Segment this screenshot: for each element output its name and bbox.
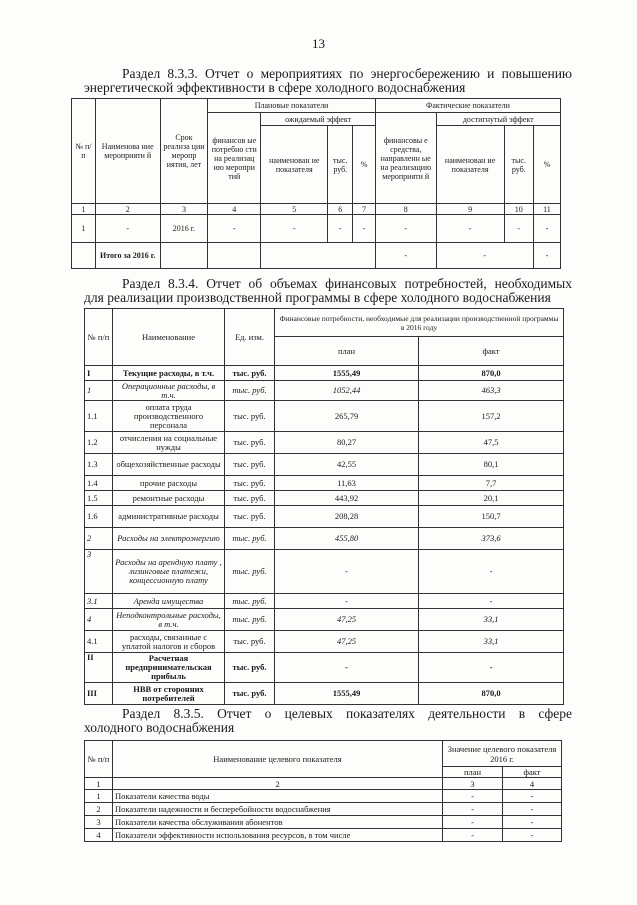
total-label: Итого за 2016 г.	[95, 243, 160, 269]
column-number-row	[85, 778, 562, 790]
row-fact: -	[419, 550, 564, 594]
table-row	[85, 609, 564, 631]
row-num: 1.5	[85, 491, 113, 506]
column-number: 6	[328, 204, 353, 215]
row-unit: тыс. руб.	[225, 401, 275, 432]
row-unit: тыс. руб.	[225, 366, 275, 381]
row-plan: 47,25	[275, 609, 419, 631]
row-num: 1	[85, 790, 113, 803]
table-row	[85, 401, 564, 432]
column-number: 9	[436, 204, 504, 215]
table-row	[85, 454, 564, 476]
section-title-8-3-4	[84, 277, 572, 305]
row-num: 2	[85, 803, 113, 816]
col-header-plan: план	[443, 767, 503, 778]
col-header-plan-effect: ожидаемый эффект	[261, 113, 376, 126]
column-number-row	[72, 204, 561, 215]
table-row	[85, 550, 564, 594]
row-num: 1.4	[85, 476, 113, 491]
row-unit: тыс. руб.	[225, 631, 275, 653]
column-number: 11	[533, 204, 560, 215]
row-plan: -	[443, 803, 503, 816]
row-unit: тыс. руб.	[225, 491, 275, 506]
row-num: 1.6	[85, 506, 113, 528]
row-num: 3	[85, 550, 113, 594]
row-num: 3	[85, 816, 113, 829]
col-header-plan: план	[275, 337, 419, 366]
table-row	[85, 594, 564, 609]
section-title-line: Раздел 8.3.5. Отчет о целевых показателях деятельности в сфере	[122, 706, 572, 721]
column-number: 2	[113, 778, 443, 790]
row-name: Операционные расходы, в т.ч.	[113, 381, 225, 401]
row-num: 1.1	[85, 401, 113, 432]
cell	[72, 243, 96, 269]
table-row	[85, 506, 564, 528]
row-fact: -	[419, 653, 564, 683]
section-title-line: Раздел 8.3.3. Отчет о мероприятиях по энергосбережению и повышению	[122, 66, 572, 81]
row-name: Расходы на электроэнергию	[113, 528, 225, 550]
row-num: 1	[85, 381, 113, 401]
row-plan: 80,27	[275, 432, 419, 454]
cell: -	[504, 215, 533, 243]
table-row	[85, 476, 564, 491]
cell: -	[436, 243, 533, 269]
row-plan: 11,63	[275, 476, 419, 491]
row-num: 4	[85, 829, 113, 842]
row-plan: 1052,44	[275, 381, 419, 401]
col-header-fact-effect: достигнутый эффект	[436, 113, 560, 126]
col-header-plan-eff-rub: тыс. руб.	[328, 126, 353, 204]
row-plan: -	[443, 790, 503, 803]
row-unit: тыс. руб.	[225, 550, 275, 594]
row-fact: 33,1	[419, 631, 564, 653]
cell: -	[261, 215, 328, 243]
column-number: 1	[85, 778, 113, 790]
row-plan: -	[275, 653, 419, 683]
financial-needs-table	[84, 308, 564, 705]
col-header-plan-fin: финансов ые потребно сти на реализац ию меропри тий	[208, 113, 261, 204]
col-header-plan-eff-name: наименован ие показателя	[261, 126, 328, 204]
col-header-fact-eff-rub: тыс. руб.	[504, 126, 533, 204]
column-number: 3	[443, 778, 503, 790]
row-unit: тыс. руб.	[225, 454, 275, 476]
row-fact: 47,5	[419, 432, 564, 454]
row-num: I	[85, 366, 113, 381]
section-title-line: энергетической эффективности в сфере холодного водоснабжения	[84, 80, 466, 95]
cell	[160, 243, 208, 269]
table-row	[85, 790, 562, 803]
row-plan: -	[443, 829, 503, 842]
row-name: общехозяйственные расходы	[113, 454, 225, 476]
row-num: 3.1	[85, 594, 113, 609]
table-row	[85, 381, 564, 401]
row-name: Текущие расходы, в т.ч.	[113, 366, 225, 381]
col-header-fact-fin: финансовы е средства, направленн ые на реализацию мероприяти й	[375, 113, 436, 204]
row-plan: 47,25	[275, 631, 419, 653]
row-fact: -	[503, 790, 562, 803]
total-row	[72, 243, 561, 269]
cell: 1	[72, 215, 96, 243]
col-header-plan-eff-pct: %	[353, 126, 376, 204]
row-name: ремонтные расходы	[113, 491, 225, 506]
table-row	[85, 816, 562, 829]
section-title-line: для реализации производственной программы в сфере холодного водоснабжения	[84, 290, 551, 305]
energy-saving-table	[71, 98, 561, 269]
row-fact: 33,1	[419, 609, 564, 631]
table-row	[85, 432, 564, 454]
cell: -	[328, 215, 353, 243]
row-name: Аренда имущества	[113, 594, 225, 609]
col-header-fact: факт	[503, 767, 562, 778]
column-number: 7	[353, 204, 376, 215]
col-header-name: Наименование целевого показателя	[113, 741, 443, 778]
cell	[208, 243, 261, 269]
col-header-group: Финансовые потребности, необходимые для реализации производственной программы в 2016 году	[275, 309, 564, 337]
row-num: 1.3	[85, 454, 113, 476]
col-header-name: Наименование	[113, 309, 225, 366]
row-plan: 443,92	[275, 491, 419, 506]
row-fact: 870,0	[419, 683, 564, 705]
row-unit: тыс. руб.	[225, 506, 275, 528]
row-name: Показатели эффективности использования ресурсов, в том числе	[113, 829, 443, 842]
table-row	[85, 631, 564, 653]
cell: -	[208, 215, 261, 243]
row-name: расходы, связанные с уплатой налогов и сборов	[113, 631, 225, 653]
row-plan: -	[275, 594, 419, 609]
col-header-num: № п/п	[85, 309, 113, 366]
row-fact: -	[503, 829, 562, 842]
col-header-name: Наименова ние мероприяти й	[95, 99, 160, 204]
row-plan: 265,79	[275, 401, 419, 432]
row-fact: 7,7	[419, 476, 564, 491]
row-fact: 20,1	[419, 491, 564, 506]
row-unit: тыс. руб.	[225, 476, 275, 491]
cell: -	[95, 215, 160, 243]
col-header-num: № п/п	[85, 741, 113, 778]
row-unit: тыс. руб.	[225, 432, 275, 454]
row-plan: 42,55	[275, 454, 419, 476]
cell: -	[375, 243, 436, 269]
table-row	[85, 491, 564, 506]
table-row	[85, 528, 564, 550]
row-plan: -	[443, 816, 503, 829]
cell: -	[533, 215, 560, 243]
column-number: 5	[261, 204, 328, 215]
row-fact: -	[503, 803, 562, 816]
row-unit: тыс. руб.	[225, 528, 275, 550]
row-name: Показатели качества воды	[113, 790, 443, 803]
col-header-fact-eff-name: наименован ие показателя	[436, 126, 504, 204]
column-number: 10	[504, 204, 533, 215]
row-fact: 373,6	[419, 528, 564, 550]
column-number: 8	[375, 204, 436, 215]
row-fact: 157,2	[419, 401, 564, 432]
table-row	[85, 803, 562, 816]
section-title-8-3-3	[84, 67, 572, 95]
row-plan: 1555,49	[275, 366, 419, 381]
col-header-term: Срок реализа ции меропр иятия, лет	[160, 99, 208, 204]
row-fact: 870,0	[419, 366, 564, 381]
row-num: 4.1	[85, 631, 113, 653]
row-num: 1.2	[85, 432, 113, 454]
page-number: 13	[312, 36, 325, 51]
column-number: 1	[72, 204, 96, 215]
table-row	[72, 215, 561, 243]
column-number: 4	[208, 204, 261, 215]
row-plan: -	[275, 550, 419, 594]
row-plan: 208,28	[275, 506, 419, 528]
col-header-num: № п/п	[72, 99, 96, 204]
cell: -	[436, 215, 504, 243]
row-unit: тыс. руб.	[225, 653, 275, 683]
table-row	[85, 653, 564, 683]
col-header-plan-group: Плановые показатели	[208, 99, 376, 113]
table-row	[85, 829, 562, 842]
column-number: 3	[160, 204, 208, 215]
row-num: 2	[85, 528, 113, 550]
cell: -	[533, 243, 560, 269]
col-header-fact: факт	[419, 337, 564, 366]
column-number: 4	[503, 778, 562, 790]
row-unit: тыс. руб.	[225, 683, 275, 705]
cell: 2016 г.	[160, 215, 208, 243]
row-fact: -	[419, 594, 564, 609]
row-plan: 1555,49	[275, 683, 419, 705]
row-plan: 455,80	[275, 528, 419, 550]
cell: -	[375, 215, 436, 243]
section-title-8-3-5	[84, 707, 572, 735]
row-name: Расчетная предпринимательская прибыль	[113, 653, 225, 683]
row-fact: 80,1	[419, 454, 564, 476]
row-num: 4	[85, 609, 113, 631]
row-fact: 463,3	[419, 381, 564, 401]
row-fact: 150,7	[419, 506, 564, 528]
cell: -	[353, 215, 376, 243]
row-name: НВВ от сторонних потребителей	[113, 683, 225, 705]
row-name: Расходы на арендную плату , лизинговые платежи, концессионную плату	[113, 550, 225, 594]
row-name: оплата труда производственного персонала	[113, 401, 225, 432]
row-name: административные расходы	[113, 506, 225, 528]
section-title-line: холодного водоснабжения	[84, 720, 235, 735]
table-row	[85, 683, 564, 705]
row-name: Показатели качества обслуживания абонентов	[113, 816, 443, 829]
row-unit: тыс. руб.	[225, 609, 275, 631]
row-unit: тыс. руб.	[225, 381, 275, 401]
cell	[261, 243, 376, 269]
col-header-fact-eff-pct: %	[533, 126, 560, 204]
column-number: 2	[95, 204, 160, 215]
section-title-line: Раздел 8.3.4. Отчет об объемах финансовых потребностей, необходимых	[122, 276, 572, 291]
row-name: Неподконтрольные расходы, в т.ч.	[113, 609, 225, 631]
row-num: III	[85, 683, 113, 705]
col-header-group: Значение целевого показателя 2016 г.	[443, 741, 562, 767]
row-unit: тыс. руб.	[225, 594, 275, 609]
target-indicators-table	[84, 740, 562, 842]
row-fact: -	[503, 816, 562, 829]
row-name: отчисления на социальные нужды	[113, 432, 225, 454]
col-header-unit: Ед. изм.	[225, 309, 275, 366]
table-row	[85, 366, 564, 381]
row-num: II	[85, 653, 113, 683]
col-header-fact-group: Фактические показатели	[375, 99, 560, 113]
row-name: прочие расходы	[113, 476, 225, 491]
row-name: Показатели надежности и бесперебойности водоснабжения	[113, 803, 443, 816]
